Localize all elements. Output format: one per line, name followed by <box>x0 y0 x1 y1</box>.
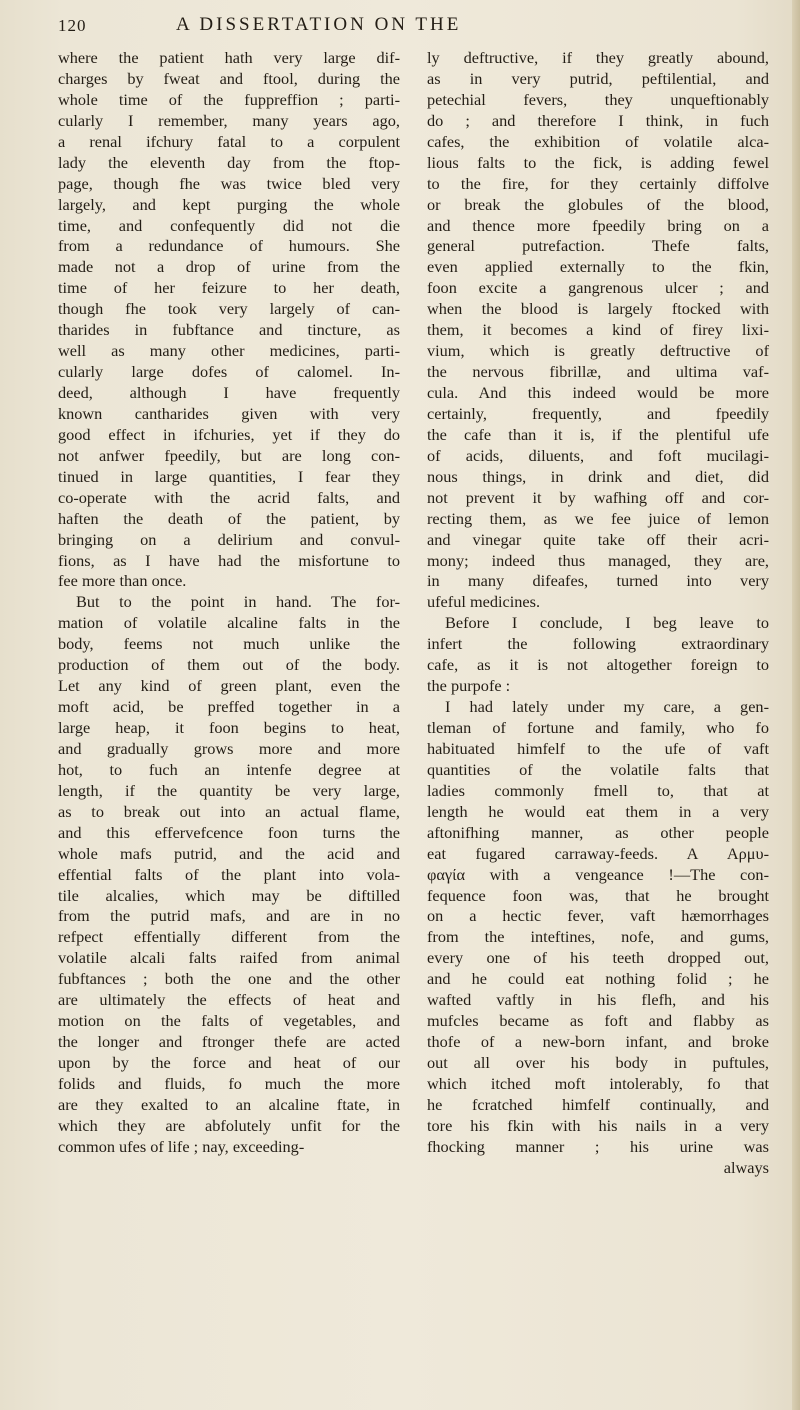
text-line: volatile alcali falts raifed from animal <box>58 948 400 968</box>
text-line: fequence foon was, that he brought <box>427 885 769 905</box>
text-line: large heap, it foon begins to heat, <box>58 718 400 737</box>
text-line: of acids, diluents, and foft mucilagi- <box>427 445 769 465</box>
text-line: out all over his body in puftules, <box>427 1053 769 1072</box>
page-number: 120 <box>58 16 87 35</box>
text-line: deed, although I have frequently <box>58 383 400 402</box>
text-line: eat fugared carraway-feeds. A Αρμυ- <box>427 843 769 863</box>
text-line: fions, as I have had the misfortune to <box>58 550 400 570</box>
text-line: and gradually grows more and more <box>58 738 400 758</box>
page-edge <box>792 0 800 1410</box>
text-line: a renal ifchury fatal to a corpulent <box>58 131 400 151</box>
text-line: length, if the quantity be very large, <box>58 780 400 800</box>
text-line: the nervous fibrillæ, and ultima vaf- <box>427 362 769 382</box>
text-line: the purpofe : <box>427 676 511 696</box>
text-line: But to the point in hand. The for- <box>76 592 400 612</box>
text-line: and thence more fpeedily bring on a <box>427 215 769 235</box>
text-line: cula. And this indeed would be more <box>427 383 769 402</box>
text-line: when the blood is largely ftocked with <box>427 299 769 319</box>
text-line: fee more than once. <box>58 571 187 591</box>
text-line: ladies commonly fmell to, that at <box>427 780 769 800</box>
text-line: from a redundance of humours. She <box>58 236 400 256</box>
text-line: charges by fweat and ftool, during the <box>58 68 400 88</box>
text-line: general putrefaction. Thefe falts, <box>427 236 769 256</box>
text-line: recting them, as we fee juice of lemon <box>427 508 769 528</box>
text-line: the longer and ftronger thefe are acted <box>58 1032 400 1052</box>
text-line: good effect in ifchuries, yet if they do <box>58 424 400 444</box>
left-text-column <box>58 48 400 1158</box>
text-line: bringing on a delirium and convul- <box>58 529 400 549</box>
text-line: certainly, frequently, and fpeedily <box>427 403 769 423</box>
text-line: tore his fkin with his nails in a very <box>427 1115 769 1135</box>
text-line: moft acid, be preffed together in a <box>58 697 400 717</box>
text-line: petechial fevers, they unqueftionably <box>427 89 769 109</box>
text-line: which itched moft intolerably, fo that <box>427 1073 769 1093</box>
text-line: on a hectic fever, vaft hæmorrhages <box>427 906 769 926</box>
right-text-column <box>427 48 769 1179</box>
text-line: as to break out into an actual flame, <box>58 801 400 821</box>
text-line: foon excite a gangrenous ulcer ; and <box>427 278 769 298</box>
text-line: from the putrid mafs, and are in no <box>58 906 400 926</box>
text-line: wafted vaftly in his flefh, and his <box>427 990 769 1010</box>
text-line: he fcratched himfelf continually, and <box>427 1094 769 1114</box>
text-line: not prevent it by wafhing off and cor- <box>427 487 769 507</box>
text-line: φαγία with a vengeance !—The con- <box>427 864 769 884</box>
text-line: whole time of the fuppreffion ; parti- <box>58 89 400 109</box>
text-line: not anfwer fpeedily, but are long con- <box>58 445 400 465</box>
text-line: in many difeafes, turned into very <box>427 571 769 591</box>
text-line: or break the globules of the blood, <box>427 194 769 214</box>
text-line: folids and fluids, fo much the more <box>58 1073 400 1093</box>
text-line: hot, to fuch an intenfe degree at <box>58 759 400 779</box>
text-line: are they exalted to an alcaline ftate, in <box>58 1094 400 1114</box>
text-line: and this effervefcence foon turns the <box>58 822 400 842</box>
text-line: fubftances ; both the one and the other <box>58 969 400 989</box>
text-line: tharides in fubftance and tincture, as <box>58 320 400 340</box>
text-line: every one of his teeth dropped out, <box>427 948 769 968</box>
text-line: made not a drop of urine from the <box>58 257 400 277</box>
text-line: page, though fhe was twice bled very <box>58 173 400 193</box>
text-line: co-operate with the acrid falts, and <box>58 487 400 507</box>
text-line: tile alcalies, which may be diftilled <box>58 885 400 905</box>
text-line: lious falts to the fick, is adding fewel <box>427 152 769 172</box>
text-line: cafe, as it is not altogether foreign to <box>427 655 769 675</box>
text-line: I had lately under my care, a gen- <box>445 697 769 717</box>
text-line: habituated himfelf to the ufe of vaft <box>427 738 769 758</box>
text-line: ly deftructive, if they greatly abound, <box>427 48 769 67</box>
text-line: even applied externally to the fkin, <box>427 257 769 277</box>
text-line: time, and confequently did not die <box>58 215 400 235</box>
text-line: mufcles became as foft and flabby as <box>427 1011 769 1031</box>
text-line: do ; and therefore I think, in fuch <box>427 110 769 130</box>
text-line: always <box>723 1157 769 1177</box>
page-header <box>58 14 770 44</box>
text-line: thofe of a new-born infant, and broke <box>427 1032 769 1052</box>
text-line: cafes, the exhibition of volatile alca- <box>427 131 769 151</box>
text-line: motion on the falts of vegetables, and <box>58 1011 400 1031</box>
text-line: common ufes of life ; nay, exceeding- <box>58 1136 305 1156</box>
text-line: Let any kind of green plant, even the <box>58 676 400 696</box>
text-line: tleman of fortune and family, who fo <box>427 718 769 737</box>
text-line: are ultimately the effects of heat and <box>58 990 400 1010</box>
text-line: lady the eleventh day from the ftop- <box>58 152 400 172</box>
text-line: ufeful medicines. <box>427 592 541 612</box>
running-title: A DISSERTATION ON THE <box>176 14 462 35</box>
text-line: production of them out of the body. <box>58 655 400 675</box>
text-line: where the patient hath very large dif- <box>58 48 400 67</box>
text-line: aftonifhing manner, as other people <box>427 822 769 842</box>
text-line: well as many other medicines, parti- <box>58 341 400 361</box>
text-line: time of her feizure to her death, <box>58 278 400 298</box>
text-line: and vinegar quite take off their acri- <box>427 529 769 549</box>
text-line: tinued in large quantities, I fear they <box>58 466 400 486</box>
text-line: haften the death of the patient, by <box>58 508 400 528</box>
text-line: fhocking manner ; his urine was <box>427 1136 769 1156</box>
text-line: infert the following extraordinary <box>427 634 769 654</box>
text-line: largely, and kept purging the whole <box>58 194 400 214</box>
text-line: refpect effentially different from the <box>58 927 400 947</box>
text-line: which they are abfolutely unfit for the <box>58 1115 400 1135</box>
text-line: Before I conclude, I beg leave to <box>445 613 769 633</box>
text-line: and he could eat nothing folid ; he <box>427 969 769 989</box>
text-line: upon by the force and heat of our <box>58 1053 400 1072</box>
text-line: length he would eat them in a very <box>427 801 769 821</box>
text-line: mation of volatile alcaline falts in the <box>58 613 400 633</box>
text-line: known cantharides given with very <box>58 403 400 423</box>
text-line: from the inteftines, nofe, and gums, <box>427 927 769 947</box>
text-line: body, feems not much unlike the <box>58 634 400 654</box>
text-line: whole mafs putrid, and the acid and <box>58 843 400 863</box>
text-line: cularly large dofes of calomel. In- <box>58 362 400 382</box>
text-line: to the fire, for they certainly diffolve <box>427 173 769 193</box>
text-line: quantities of the volatile falts that <box>427 759 769 779</box>
text-line: nous things, in drink and diet, did <box>427 466 769 486</box>
text-line: the cafe than it is, if the plentiful ufe <box>427 424 769 444</box>
text-line: though fhe took very largely of can- <box>58 299 400 319</box>
text-line: vium, which is greatly deftructive of <box>427 341 769 361</box>
text-line: them, it becomes a kind of firey lixi- <box>427 320 769 340</box>
text-line: cularly I remember, many years ago, <box>58 110 400 130</box>
text-line: as in very putrid, peftilential, and <box>427 68 769 88</box>
text-line: effential falts of the plant into vola- <box>58 864 400 884</box>
text-line: mony; indeed thus managed, they are, <box>427 550 769 570</box>
